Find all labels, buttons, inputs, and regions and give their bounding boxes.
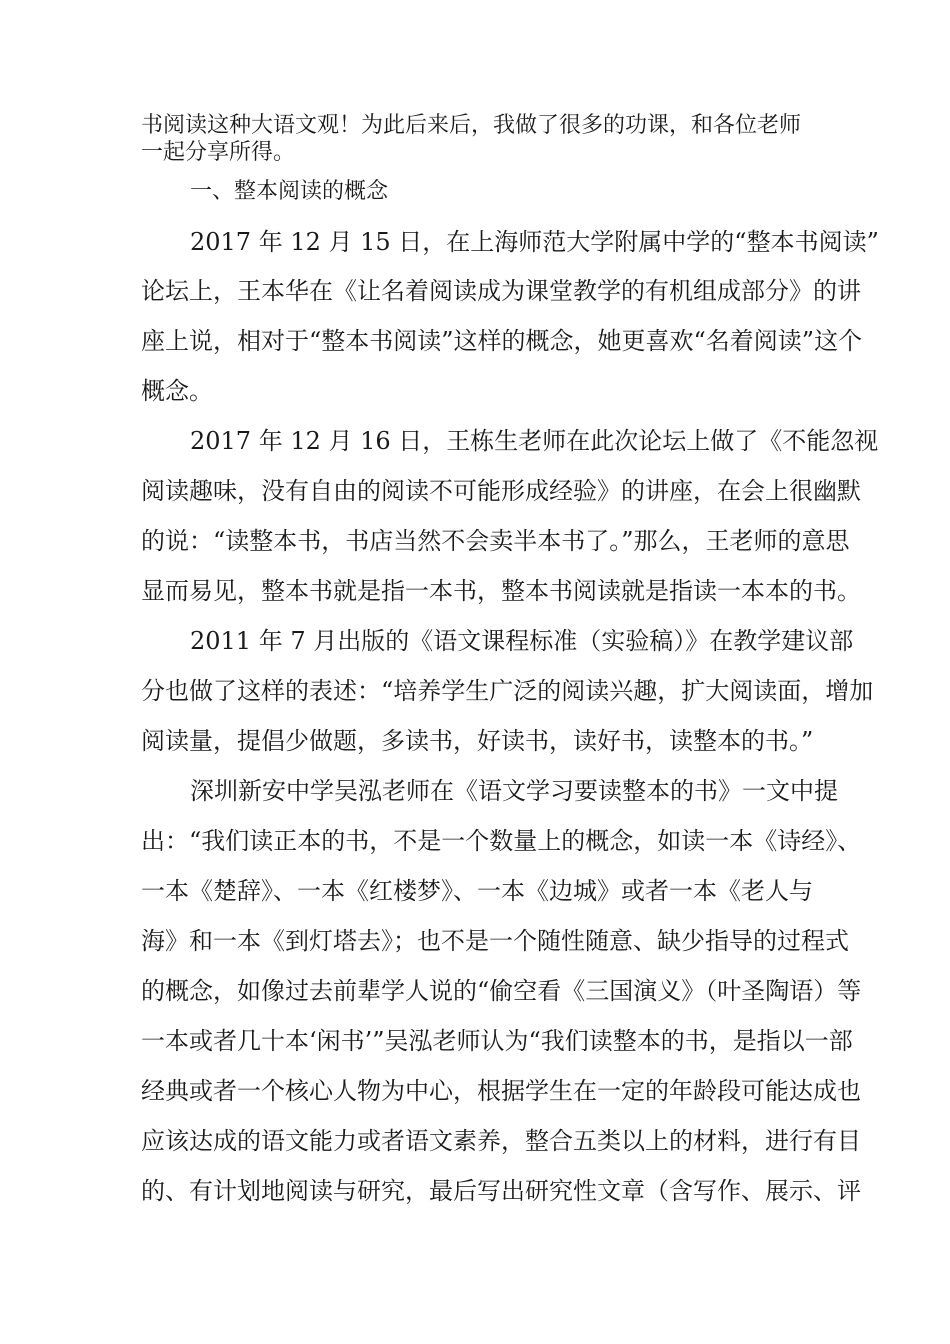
text-line: 一本或者几十本‘闲书’”吴泓老师认为“我们读整本的书，是指以一部 bbox=[141, 1027, 853, 1055]
text-line: 论坛上，王本华在《让名着阅读成为课堂教学的有机组成部分》的讲 bbox=[141, 277, 861, 305]
text-line: 显而易见，整本书就是指一本书，整本书阅读就是指读一本本的书。 bbox=[141, 577, 861, 605]
text-line: 出：“我们读正本的书，不是一个数量上的概念，如读一本《诗经》、 bbox=[141, 827, 862, 855]
text-line: 书阅读这种大语文观！为此后来后，我做了很多的功课，和各位老师 bbox=[141, 113, 802, 138]
text-line: 的、有计划地阅读与研究，最后写出研究性文章（含写作、展示、评 bbox=[141, 1177, 861, 1205]
text-line: 的概念，如像过去前辈学人说的“偷空看《三国演义》（叶圣陶语）等 bbox=[141, 977, 862, 1005]
text-line: 的说：“读整本书，书店当然不会卖半本书了。”那么，王老师的意思 bbox=[141, 527, 850, 555]
section-heading: 一、整本阅读的概念 bbox=[190, 179, 389, 204]
text-line: 海》和一本《到灯塔去》；也不是一个随性随意、缺少指导的过程式 bbox=[141, 927, 849, 955]
text-line: 阅读趣味，没有自由的阅读不可能形成经验》的讲座，在会上很幽默 bbox=[141, 477, 861, 505]
text-line: 座上说，相对于“整本书阅读”这样的概念，她更喜欢“名着阅读”这个 bbox=[141, 327, 863, 355]
text-line: 2011 年 7 月出版的《语文课程标准（实验稿）》在教学建议部 bbox=[190, 627, 854, 655]
text-line: 2017 年 12 月 15 日，在上海师范大学附属中学的“整本书阅读” bbox=[190, 228, 879, 256]
text-line: 2017 年 12 月 16 日，王栋生老师在此次论坛上做了《不能忽视 bbox=[190, 427, 879, 455]
text-line: 深圳新安中学吴泓老师在《语文学习要读整本的书》一文中提 bbox=[190, 777, 838, 805]
text-line: 经典或者一个核心人物为中心，根据学生在一定的年龄段可能达成也 bbox=[141, 1077, 861, 1105]
text-line: 阅读量，提倡少做题，多读书，好读书，读好书，读整本的书。” bbox=[141, 727, 814, 755]
text-line: 概念。 bbox=[141, 377, 213, 405]
text-line: 一本《楚辞》、一本《红楼梦》、一本《边城》或者一本《老人与 bbox=[141, 877, 813, 905]
text-line: 分也做了这样的表述：“培养学生广泛的阅读兴趣，扩大阅读面，增加 bbox=[141, 677, 874, 705]
text-line: 应该达成的语文能力或者语文素养，整合五类以上的材料，进行有目 bbox=[141, 1127, 861, 1155]
text-line: 一起分享所得。 bbox=[141, 140, 296, 165]
